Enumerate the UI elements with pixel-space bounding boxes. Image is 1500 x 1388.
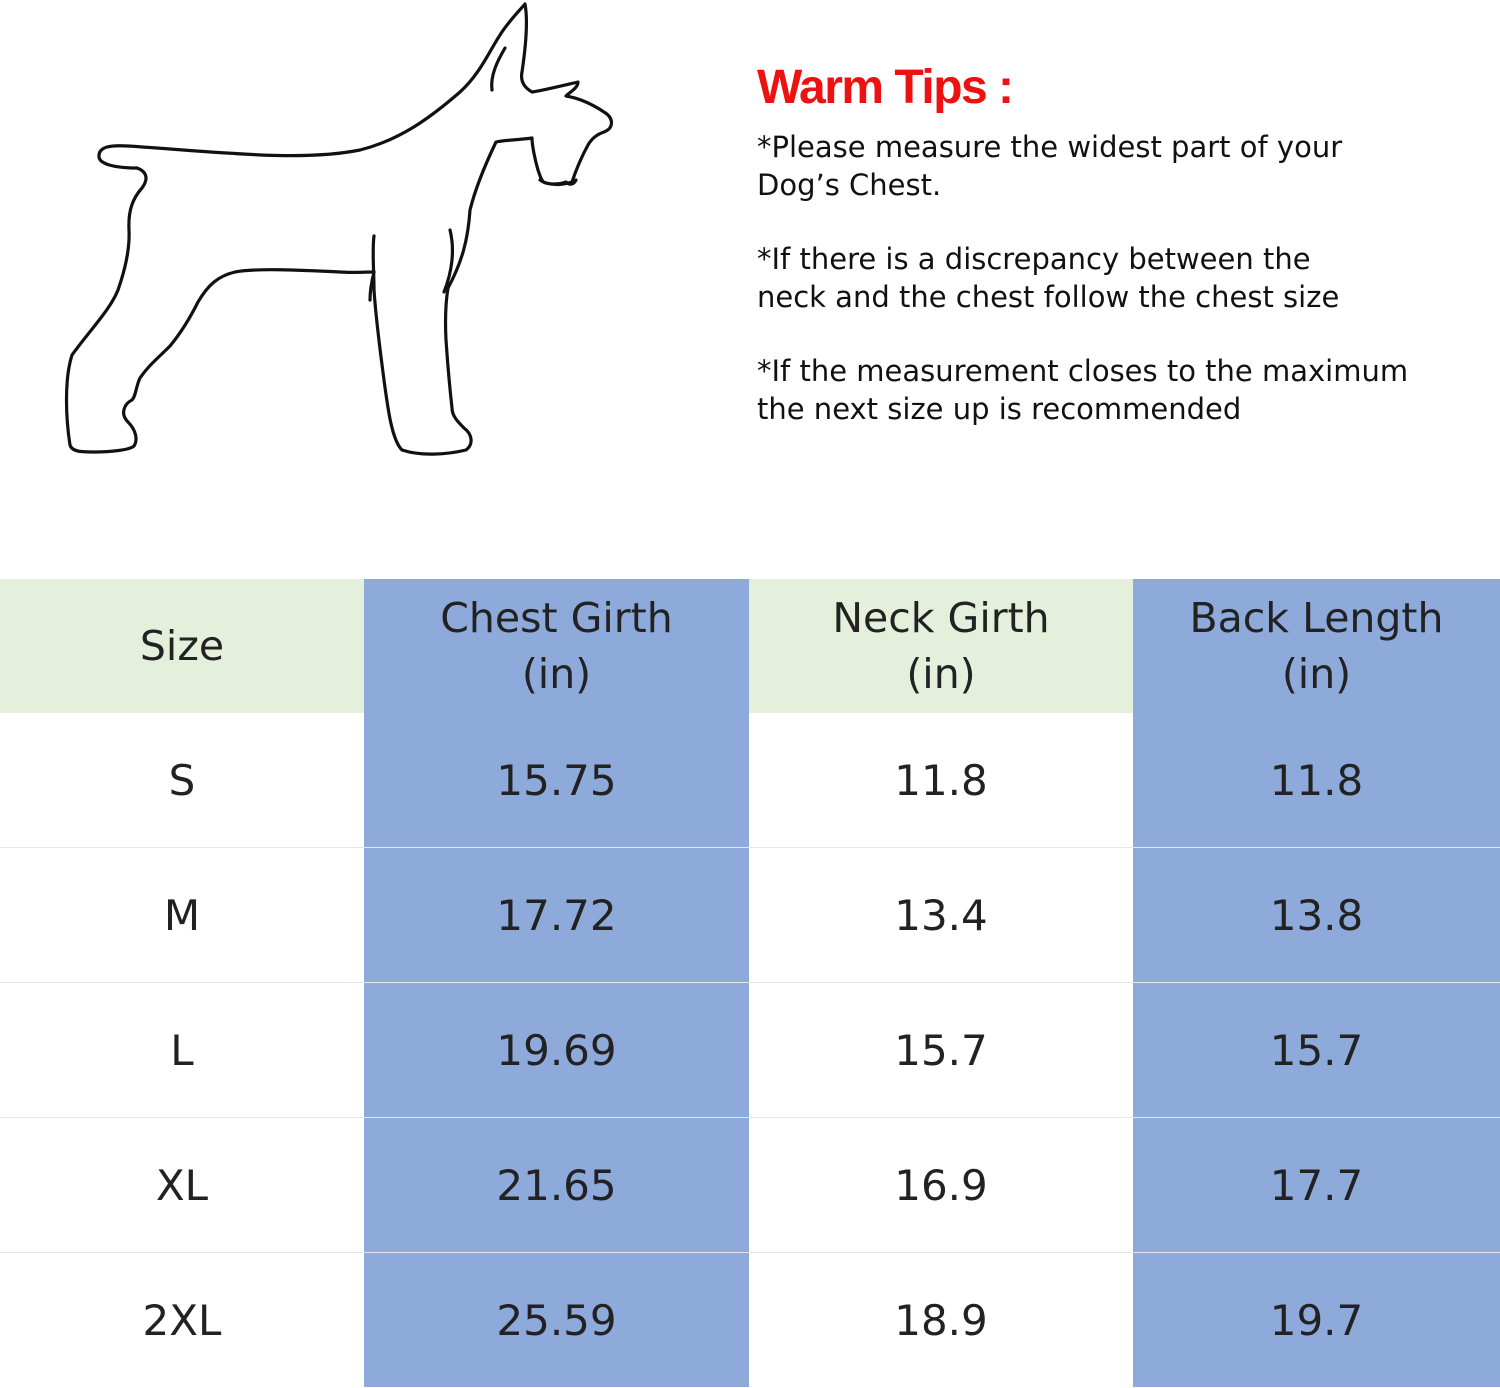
tip-line: *If the measurement closes to the maximum bbox=[757, 354, 1409, 388]
header-chest-girth bbox=[364, 579, 749, 713]
header-back-length bbox=[1133, 579, 1500, 713]
header-back-unit: (in) bbox=[1281, 650, 1352, 698]
cell-chest: 17.72 bbox=[364, 848, 749, 983]
table-row bbox=[0, 1118, 1500, 1253]
header-neck-label: Neck Girth bbox=[832, 594, 1050, 642]
table-header-row bbox=[0, 579, 1500, 713]
cell-neck: 18.9 bbox=[749, 1253, 1133, 1388]
cell-size: M bbox=[0, 848, 364, 983]
tip-item bbox=[757, 352, 1477, 428]
table-row bbox=[0, 848, 1500, 983]
cell-back: 15.7 bbox=[1133, 983, 1500, 1118]
cell-neck: 16.9 bbox=[749, 1118, 1133, 1253]
cell-neck: 11.8 bbox=[749, 713, 1133, 848]
dog-outline-icon bbox=[60, 0, 630, 470]
cell-chest: 19.69 bbox=[364, 983, 749, 1118]
cell-size: XL bbox=[0, 1118, 364, 1253]
cell-neck: 13.4 bbox=[749, 848, 1133, 983]
tip-line: neck and the chest follow the chest size bbox=[757, 280, 1340, 314]
tip-line: *Please measure the widest part of your bbox=[757, 130, 1343, 164]
cell-size: L bbox=[0, 983, 364, 1118]
header-chest-unit: (in) bbox=[521, 650, 592, 698]
size-chart-table bbox=[0, 579, 1500, 1387]
cell-chest: 21.65 bbox=[364, 1118, 749, 1253]
cell-chest: 25.59 bbox=[364, 1253, 749, 1388]
header-size bbox=[0, 579, 364, 713]
table-row bbox=[0, 713, 1500, 848]
table-row bbox=[0, 1253, 1500, 1388]
header-neck-unit: (in) bbox=[906, 650, 976, 698]
cell-size: 2XL bbox=[0, 1253, 364, 1388]
table-row bbox=[0, 983, 1500, 1118]
header-chest-label: Chest Girth bbox=[440, 594, 673, 642]
cell-back: 17.7 bbox=[1133, 1118, 1500, 1253]
cell-back: 11.8 bbox=[1133, 713, 1500, 848]
tip-line: *If there is a discrepancy between the bbox=[757, 242, 1311, 276]
tip-line: the next size up is recommended bbox=[757, 392, 1242, 426]
warm-tips bbox=[757, 58, 1477, 464]
tip-item bbox=[757, 128, 1477, 204]
tip-item bbox=[757, 240, 1477, 316]
cell-neck: 15.7 bbox=[749, 983, 1133, 1118]
cell-back: 13.8 bbox=[1133, 848, 1500, 983]
cell-chest: 15.75 bbox=[364, 713, 749, 848]
header-back-label: Back Length bbox=[1189, 594, 1444, 642]
header-neck-girth bbox=[749, 579, 1133, 713]
header-size-label: Size bbox=[139, 622, 225, 670]
cell-back: 19.7 bbox=[1133, 1253, 1500, 1388]
tips-title: Warm Tips : bbox=[757, 61, 1013, 114]
tip-line: Dog’s Chest. bbox=[757, 168, 942, 202]
cell-size: S bbox=[0, 713, 364, 848]
